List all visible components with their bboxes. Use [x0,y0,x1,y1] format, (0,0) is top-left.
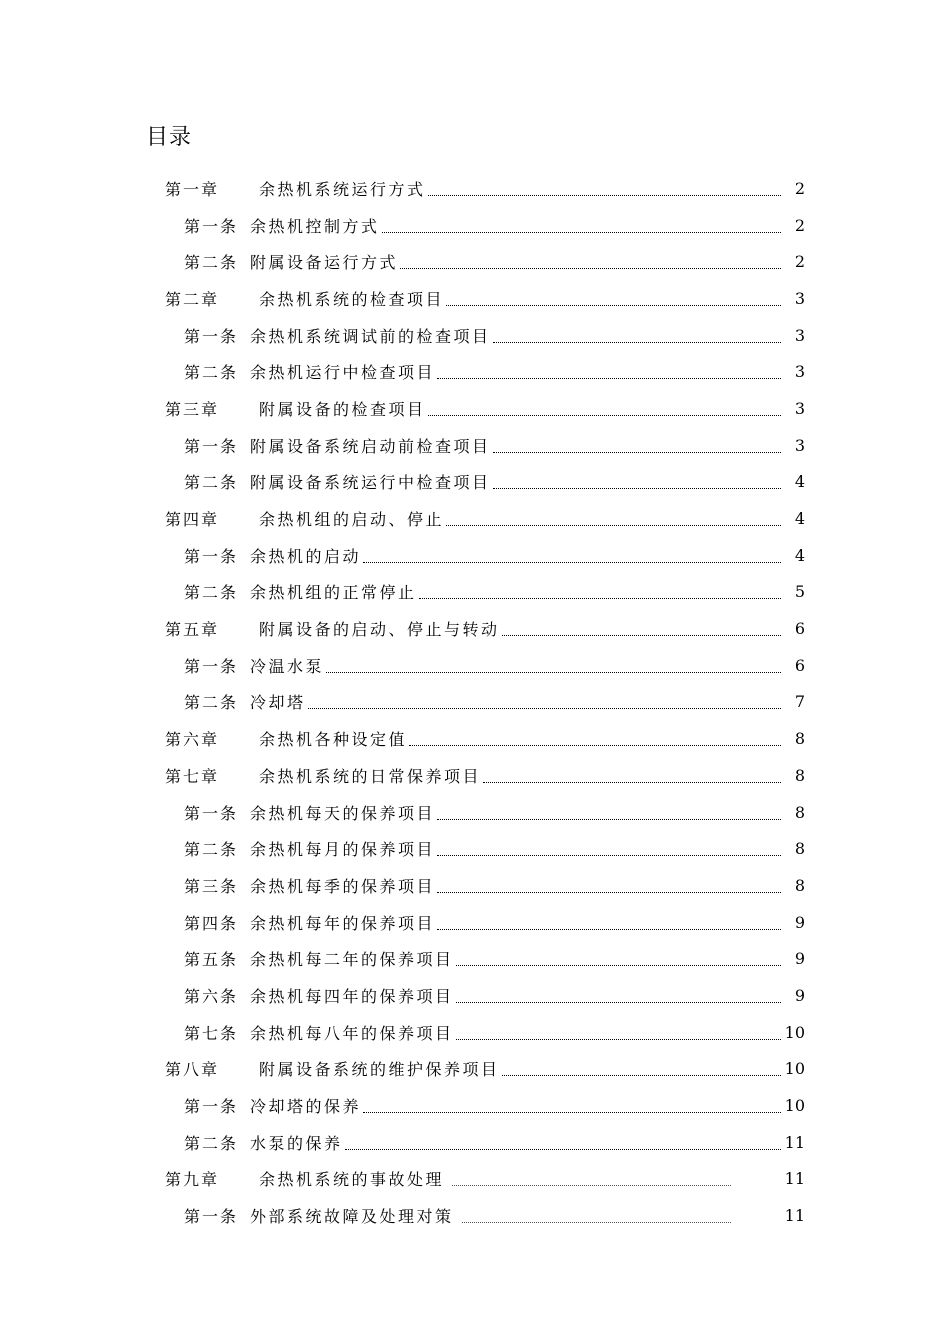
toc-entry-title: 余热机系统运行方式 [259,179,426,199]
toc-entry-number: 第二条 [184,693,239,713]
toc-entry-title: 附属设备运行方式 [250,253,399,273]
toc-entry-title: 余热机系统的检查项目 [259,289,445,309]
toc-entry-title: 余热机每八年的保养项目 [250,1023,454,1043]
toc-dot-leader [456,1039,781,1040]
toc-chapter-entry[interactable] [0,390,950,427]
toc-article-entry[interactable] [0,1124,950,1161]
toc-entry-title: 附属设备的启动、停止与转动 [259,620,500,640]
toc-entry-title: 外部系统故障及处理对策 [250,1207,454,1227]
toc-entry-title: 余热机组的正常停止 [250,583,417,603]
toc-entry-number: 第九章 [165,1170,220,1190]
toc-entry-number: 第五条 [184,950,239,970]
toc-entry-title: 水泵的保养 [250,1133,343,1153]
toc-entry-title: 余热机系统的日常保养项目 [259,766,482,786]
toc-page-number: 2 [794,252,805,272]
toc-article-entry[interactable] [0,464,950,501]
toc-entry-title: 附属设备的检查项目 [259,399,426,419]
toc-article-entry[interactable] [0,1087,950,1124]
toc-article-entry[interactable] [0,940,950,977]
toc-entry-title: 冷却塔 [250,693,306,713]
toc-page-number: 8 [794,765,805,785]
toc-dot-leader [437,819,781,820]
toc-dot-leader [382,232,781,233]
toc-entry-number: 第二条 [184,583,239,603]
toc-entry-number: 第一条 [184,216,239,236]
toc-entry-title: 余热机系统的事故处理 [259,1170,445,1190]
toc-article-entry[interactable] [0,647,950,684]
toc-page-number: 2 [794,178,805,198]
toc-entry-number: 第七章 [165,766,220,786]
toc-page-number: 3 [794,398,805,418]
toc-page-number: 10 [784,1022,805,1042]
toc-page-number: 8 [794,875,805,895]
toc-dot-leader [502,1075,781,1076]
toc-page-number: 6 [794,619,805,639]
toc-article-entry[interactable] [0,684,950,721]
toc-article-entry[interactable] [0,904,950,941]
toc-entry-number: 第一章 [165,179,220,199]
toc-chapter-entry[interactable] [0,500,950,537]
toc-page-number: 11 [784,1206,805,1226]
toc-page-number: 4 [794,472,805,492]
toc-page-number: 10 [784,1096,805,1116]
toc-article-entry[interactable] [0,353,950,390]
toc-page-number: 11 [784,1132,805,1152]
toc-page-number: 3 [794,362,805,382]
toc-entry-title: 余热机系统调试前的检查项目 [250,326,491,346]
toc-entry-title: 余热机每四年的保养项目 [250,986,454,1006]
toc-entry-number: 第一条 [184,803,239,823]
toc-dot-leader [446,525,781,526]
toc-entry-title: 附属设备系统启动前检查项目 [250,436,491,456]
toc-dot-leader [345,1149,781,1150]
toc-dot-leader [437,892,781,893]
toc-dot-leader [437,378,781,379]
toc-dot-leader [363,562,781,563]
toc-entry-number: 第一条 [184,1207,239,1227]
toc-entry-title: 余热机每季的保养项目 [250,876,436,896]
toc-entry-title: 余热机各种设定值 [259,730,408,750]
toc-chapter-entry[interactable] [0,1051,950,1088]
toc-article-entry[interactable] [0,794,950,831]
toc-entry-number: 第八章 [165,1060,220,1080]
toc-dot-leader [493,342,781,343]
toc-dot-leader [493,452,781,453]
toc-page-number: 4 [794,545,805,565]
toc-dot-leader [446,305,781,306]
toc-article-entry[interactable] [0,1014,950,1051]
toc-article-entry[interactable] [0,537,950,574]
toc-dot-leader [437,929,781,930]
toc-entry-number: 第一条 [184,1097,239,1117]
toc-page-number: 9 [794,912,805,932]
toc-page-number: 11 [784,1169,805,1189]
toc-dot-leader [452,1185,731,1186]
toc-dot-leader [456,1002,781,1003]
toc-entry-number: 第五章 [165,620,220,640]
toc-page-number: 2 [794,215,805,235]
toc-page-number: 5 [794,582,805,602]
toc-article-entry[interactable] [0,317,950,354]
toc-entry-number: 第二条 [184,1133,239,1153]
toc-entry-title: 余热机的启动 [250,546,362,566]
toc-article-entry[interactable] [0,574,950,611]
toc-entry-title: 附属设备系统运行中检查项目 [250,473,491,493]
toc-dot-leader [462,1222,731,1223]
toc-entry-title: 余热机每二年的保养项目 [250,950,454,970]
toc-entry-number: 第三条 [184,876,239,896]
toc-dot-leader [308,708,781,709]
toc-entry-title: 余热机运行中检查项目 [250,363,436,383]
toc-dot-leader [483,782,781,783]
toc-page-number: 3 [794,288,805,308]
toc-article-entry[interactable] [0,867,950,904]
table-of-contents [0,170,950,1234]
toc-entry-number: 第一条 [184,436,239,456]
toc-title: 目录 [146,125,193,150]
toc-page-number: 8 [794,729,805,749]
toc-entry-number: 第二条 [184,473,239,493]
toc-entry-number: 第一条 [184,326,239,346]
toc-page-number: 4 [794,509,805,529]
toc-entry-number: 第二章 [165,289,220,309]
toc-dot-leader [502,635,781,636]
toc-article-entry[interactable] [0,1197,950,1234]
toc-chapter-entry[interactable] [0,757,950,794]
toc-page-number: 6 [794,655,805,675]
toc-page-number: 7 [794,692,805,712]
toc-article-entry[interactable] [0,207,950,244]
toc-page-number: 8 [794,839,805,859]
toc-entry-title: 附属设备系统的维护保养项目 [259,1060,500,1080]
toc-chapter-entry[interactable] [0,280,950,317]
toc-dot-leader [363,1112,781,1113]
toc-dot-leader [428,195,781,196]
toc-entry-title: 余热机每月的保养项目 [250,840,436,860]
toc-article-entry[interactable] [0,427,950,464]
toc-dot-leader [493,488,781,489]
toc-page-number: 3 [794,435,805,455]
toc-entry-title: 冷却塔的保养 [250,1097,362,1117]
toc-chapter-entry[interactable] [0,170,950,207]
toc-dot-leader [409,745,781,746]
toc-entry-title: 余热机组的启动、停止 [259,510,445,530]
toc-entry-number: 第三章 [165,399,220,419]
toc-entry-number: 第四章 [165,510,220,530]
toc-dot-leader [437,855,781,856]
toc-entry-number: 第二条 [184,363,239,383]
toc-entry-title: 余热机每天的保养项目 [250,803,436,823]
toc-page-number: 9 [794,949,805,969]
toc-page-number: 3 [794,325,805,345]
toc-entry-title: 冷温水泵 [250,656,325,676]
toc-page-number: 10 [784,1059,805,1079]
toc-chapter-entry[interactable] [0,610,950,647]
toc-page-number: 9 [794,985,805,1005]
toc-entry-number: 第一条 [184,656,239,676]
toc-article-entry[interactable] [0,977,950,1014]
toc-entry-title: 余热机每年的保养项目 [250,913,436,933]
toc-entry-number: 第二条 [184,253,239,273]
toc-dot-leader [400,268,781,269]
toc-dot-leader [326,672,781,673]
toc-chapter-entry[interactable] [0,720,950,757]
toc-entry-number: 第二条 [184,840,239,860]
toc-dot-leader [428,415,781,416]
toc-entry-number: 第一条 [184,546,239,566]
toc-entry-number: 第七条 [184,1023,239,1043]
toc-entry-number: 第六条 [184,986,239,1006]
toc-dot-leader [456,965,781,966]
toc-page-number: 8 [794,802,805,822]
toc-dot-leader [419,598,781,599]
toc-article-entry[interactable] [0,243,950,280]
toc-entry-title: 余热机控制方式 [250,216,380,236]
toc-entry-number: 第四条 [184,913,239,933]
toc-entry-number: 第六章 [165,730,220,750]
toc-article-entry[interactable] [0,830,950,867]
toc-chapter-entry[interactable] [0,1161,950,1198]
